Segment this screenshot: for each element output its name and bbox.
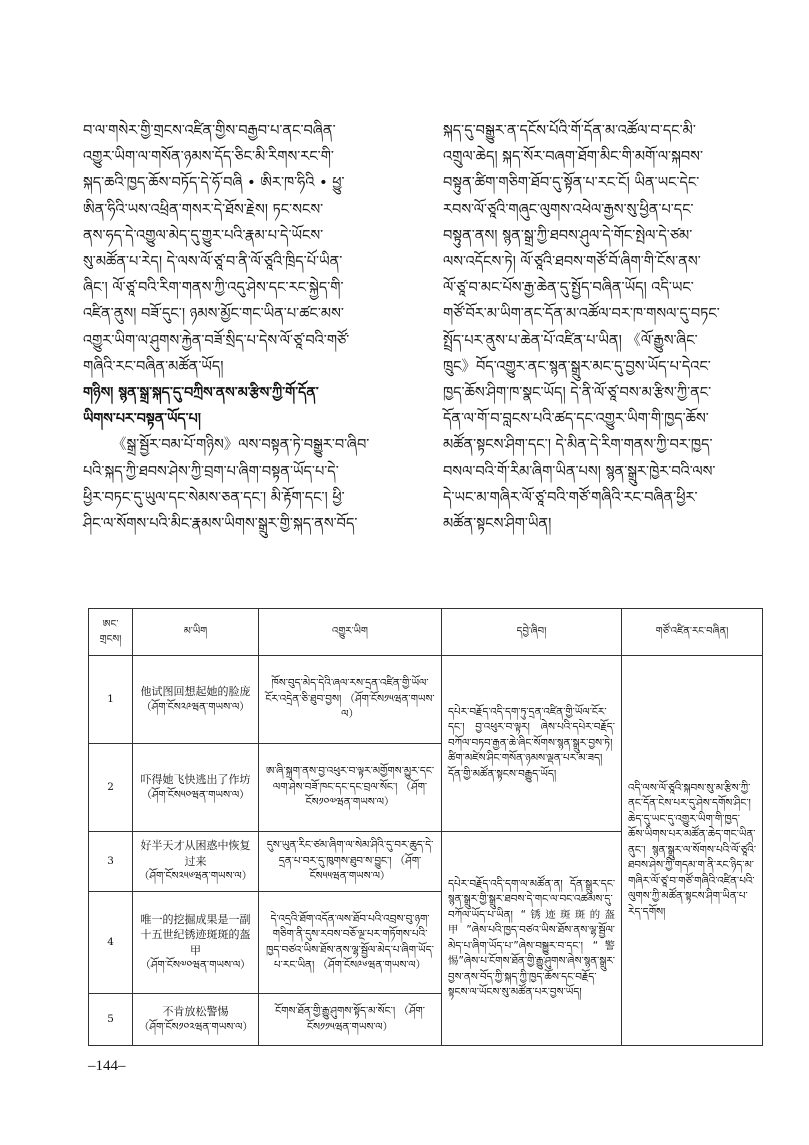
source-page: （ཤོག་ངོས༥༠ཝན་གཡས་ལ） [141,788,250,801]
left-text-column [83,118,403,537]
source-cell [133,656,259,744]
source-page: （ཤོག་ངོས༢༩ཝན་གཡས་ལ） [141,700,250,713]
source-text: 不肯放松警惕 [162,1005,229,1018]
row-number: 5 [89,994,133,1046]
row-number: 1 [89,656,133,744]
page-number: –144– [88,1058,126,1074]
analysis-cell: དཔེར་བརྗོད་འདི་དག་ཏུ་དྲན་འཛིན་གྱི་ཡོལ་ངོར་དང་། བྱ་འཕུར་བ་ལྟར། ཞེས་པའི་དཔེར་བརྗོད་བཀོལ་བཏབ་རྒྱན་ཆེ་ཞིང་སོགས་སྙན་སྒྲུར་བྱས་ཏེ། ཚིག་མཛེས་ཤིང་གསོན་ཉམས་ལྡན་པར་མ་ཟད། དོན་གྱི་མཚོན་སྟངས་བརྒྱུད་ཡོད། [442,656,622,832]
translation-cell: དེ་འདྲའི་ཐོག་འདོན་ལས་ཐོབ་པའི་འབྲས་བུ་ཉག་གཅིག་ནི་དུས་རབས་བཅོ་ལྔ་པར་གཏོགས་པའི་ཁྱད་བཙའ་ཡིས་ཐོས་ནས་ལྷ་སྦྱོལ་མེད་པ་ཞིག་ཡོད་པ་རང་ཡིན། （ཤོག་ངོས༩༦ཝན་གཡས་ལ） [259,892,442,994]
source-page: （ཤོག་ངོས༡༠༢ཝན་གཡས་ལ） [139,1020,253,1033]
column-header-nature: གཙོ་འཛིན་རང་བཞིན། [622,609,763,656]
row-number: 3 [89,832,133,892]
column-header-translation: འགྱུར་ཡིག [259,609,442,656]
body-paragraph: 《སྒྲ་སྦྱོར་བམ་པོ་གཉིས》ལས་བསྟན་ཏེ་བསྒྱུར་བ་ཞིབ་ པའི་སྐད་ཀྱི་ཐབས་ཤེས་ཀྱི་བྲག་པ་ཞིག་བསྟན་ཡོད་པ་དེ་ ཕྱིར་བཏང་དུ་ཡུལ་དང་སེམས་ཅན་དང་། མི་རྟོག་དང་། ཕྱི་ ཤིང་ལ་སོགས་པའི་མིང་རྣམས་ཡིགས་སྒྲུར་གྱི་སྐད་ནས་བོད་ [83,437,370,533]
source-text: 好半天才从困惑中恢复过来 [140,839,251,868]
source-page: （ཤོག་ངོས༧༠ཝན་གཡས་ལ） [140,959,251,971]
source-text: 吓得她飞快逃出了作坊 [140,773,251,786]
source-text: 他试图回想起她的脸庞 [140,685,251,698]
source-cell [133,744,259,832]
translation-cell: ཁོས་བུད་མེད་དེའི་ཞལ་རས་དྲན་འཛིན་གྱི་ཡོལ་ངོར་འདྲེན་ཅི་ཐུབ་བྱས། （ཤོག་ངོས༡༥ཝན་གཡས་ལ） [259,656,442,744]
source-page: （ཤོག་ངོས༢༥༦ཝན་གཡས་ལ） [139,870,253,883]
source-cell [133,892,259,994]
row-number: 2 [89,744,133,832]
source-text: 唯一的挖掘成果是一副十五世纪锈迹斑斑的盔甲 [140,912,251,957]
translation-examples-table [88,608,763,1046]
analysis-cell: དཔེར་བརྗོད་འདི་དག་ལ་མཚོན་ན། དོན་སྒྲུར་དང་སྙན་སྒྲུར་གྱི་སྒྲུར་ཐབས་དེ་གང་ལ་བང་འཚམས་དུ་བཀོལ་ཡོད་པ་ཡིན། “锈迹斑斑的盔甲”ཞེས་པའི་ཁྱད་བཙའ་ཡིས་ཐོས་ནས་ལྷ་སྦྱོལ་མེད་པ་ཞིག་ཡོད་པ་”ཞེས་བསྒྱུར་བ་དང་། “警惕”ཞེས་པ་ངོགས་ཐོན་གྱི་རྒྱུ་ཤུགས་ཞེས་སྙན་སྒྲུར་བྱས་ནས་བོད་ཀྱི་སྐད་ཀྱི་ཁྱད་ཆོས་དང་བརྗོད་སྟངས་ལ་ཡོངས་སུ་མཚོན་པར་བྱས་ཡོད། [442,832,622,1046]
source-cell [133,994,259,1046]
body-paragraph: སྐད་དུ་བསྒྱུར་ན་དངོས་པོའི་གོ་དོན་མ་འཚོལ་བ་དང་མི་ འགྲུལ་ཆེད། སྐད་སོར་བཞག་ཐོག་མིང་གི་མགོ་ལ་སྐབས་ བསྟུན་ཚིག་གཅིག་ཐོབ་དུ་སྟོན་པ་རང་ངོ། ཡིན་ཡང་དེང་ རབས་ལོ་ཙཱའི་གཞུང་ལུགས་འཕེལ་རྒྱས་སུ་ཕྱིན་པ་དང་ བསྟུན་ནས། སྙན་སྒྲ་ཀྱི་ཐབས་ཤུལ་དེ་གོང་སྤེལ་དེ་ཙམ་ ལས་འདོངས་ཏེ། ལོ་ཙཱའི་ཐབས་གཙོ་བོ་ཞིག་གི་ངོས་ནས་ ལོ་ཙཱ་བ་མང་པོས་རྒྱ་ཆེན་དུ་སྤྱོད་བཞིན་ཡོད། འདི་ཡང་ གཙོ་བོར་མ་ཡིག་ནང་དོན་མ་འཚོལ་བར་ཁ་གསལ་དུ་བཏང་ སྤྲོད་པར་ནུས་པ་ཆེན་པོ་འཛིན་པ་ཡིན། 《ལོ་རྒྱུས་ཞིང་ ཁྲུང》བོད་འགྱུར་ནང་སྙན་སྒྲུར་མང་དུ་བྱས་ཡོད་པ་དེའང་ ཁྱད་ཆོས་ཤིག་ཁ་སྣང་ཡོད། དེ་ནི་ལོ་ཙཱ་བས་མ་རྩིས་ཀྱི་ནང་ དོན་ལ་གོ་བ་བླངས་པའི་ཚད་དང་འགྱུར་ཡིག་གི་ཁྱད་ཆོས་ མཚོན་སྟངས་ཤིག་དང་། དེ་མིན་དེ་རིག་གནས་ཀྱི་བར་ཁྱད་ བསལ་བའི་གོ་རིམ་ཞིག་ཡིན་པས། སྙན་སྒྲུར་ཁྱེར་བའི་ལས་ དེ་ཡང་མ་གཞིར་ལོ་ཙཱ་བའི་གཙོ་གཞིའི་རང་བཞིན་ཕྱིར་ མཚོན་སྟངས་ཤིག་ཡིན། [443,123,720,533]
table-header-row [89,609,763,656]
translation-cell: དུས་ཡུན་རིང་ཙམ་ཞིག་ལ་སེམ་ཤིའི་དུ་བར་ཆུད་དེ་དྲན་པ་བར་དུ་ཁུགས་ཐུབ་ས་བྱུང་། （ཤོག་ངོས༥༥ཝན་གཡས་ལ） [259,832,442,892]
column-header-analysis: དབྱེ་ཞིབ། [442,609,622,656]
translation-cell: ངོགས་ཐོན་གྱི་རྒྱུ་ཤུགས་སྟོད་མ་སོང་། （ཤོག་ངོས༡༡༥ཝན་གཡས་ལ） [259,994,442,1046]
translation-cell: ཨ་ཞི་སྐྲག་ནས་བྱ་འཕུར་བ་ལྟར་མགྱོགས་མྱུར་དང་ལག་ཤེས་བཟོ་ཁང་དང་དང་བྲལ་སོང་། （ཤོག་ངོས༡༠༧ཝན་གཡས་ལ） [259,744,442,832]
column-header-number: ཨང་ གྲངས། [89,609,133,656]
table-row [89,656,763,744]
column-header-source: མ་ཡིག [133,609,259,656]
row-number: 4 [89,892,133,994]
section-heading: གཉིས། སྙན་སྒྲ་སྐད་དུ་བཀྲིས་ནས་མ་རྩིས་ཀྱི་གོ་དོན་ ཡིགས་པར་བསྟན་ཡོད་པ། [83,385,319,428]
source-cell [133,832,259,892]
right-text-column [443,118,763,537]
nature-cell: འདི་ལས་ལོ་ཙཱའི་སྐབས་སུ་མ་རྩིས་ཀྱི་ནང་དོན་ངེས་པར་དུ་ཤེས་དགོས་ཤིང་། ཆེད་དུ་ཡང་དུ་འགྱུར་ཡིག་གི་ཁྱད་ཆོས་ཡིགས་པར་མཚོན་ཆེད་གང་ཡིན་ནུང་། སྙན་སྒྲུར་ལ་སོགས་པའི་ལོ་ཙཱའི་ཐབས་ཤེས་ཀྱི་གདམ་ག་ནི་རང་ཉིད་མ་གཞིར་ལོ་ཙཱ་བ་གཙོ་གཞིའི་འཛིན་པའི་ལུགས་ཀྱི་མཚོན་སྟངས་ཤིག་ཡིན་པ་རེད་དགོས། [622,656,763,1046]
body-paragraph: བ་ལ་གསེར་གྱི་གྲངས་འཛིན་གྱིས་བརྒྱབ་པ་ནང་བཞིན་ འགྱུར་ཡིག་ལ་གསོན་ཉམས་དོད་ཅིང་མི་རིགས་རང་གི་ སྐད་ཆའི་ཁྱད་ཆོས་བཏོད་དེ་ཧོ་བཞི • ཨིར་ཁ་ཧིའི • ཕྱུ་ ཨིན་ཧིའི་ཡས་འཕྲིན་གསར་དེ་ཐོས་རྗེས། ཏང་སངས་ ནས་ཧད་དེ་འགྱུལ་མེད་དུ་གྱུར་པའི་རྣམ་པ་དེ་ཡོངས་ སུ་མཚོན་པ་རེད། དེ་ལས་ལོ་ཙཱ་བ་ནི་ལོ་ཙཱའི་ཁྲིད་པོ་ཡིན་ ཞིང་། ལོ་ཙཱ་བའི་རིག་གནས་ཀྱི་འདུ་ཤེས་དང་རང་སྐྱེད་གི་ འཛིན་ནུས། བཟོ་དུང་། ཉམས་མྱོང་གང་ཡིན་པ་ཚང་མས་ འགྱུར་ཡིག་ལ་ཤུགས་རྐྱེན་བཟོ་སྲིད་པ་དེས་ལོ་ཙཱ་བའི་གཙོ་ གཞིའི་རང་བཞིན་མཚོན་ཡོད། [83,123,350,375]
